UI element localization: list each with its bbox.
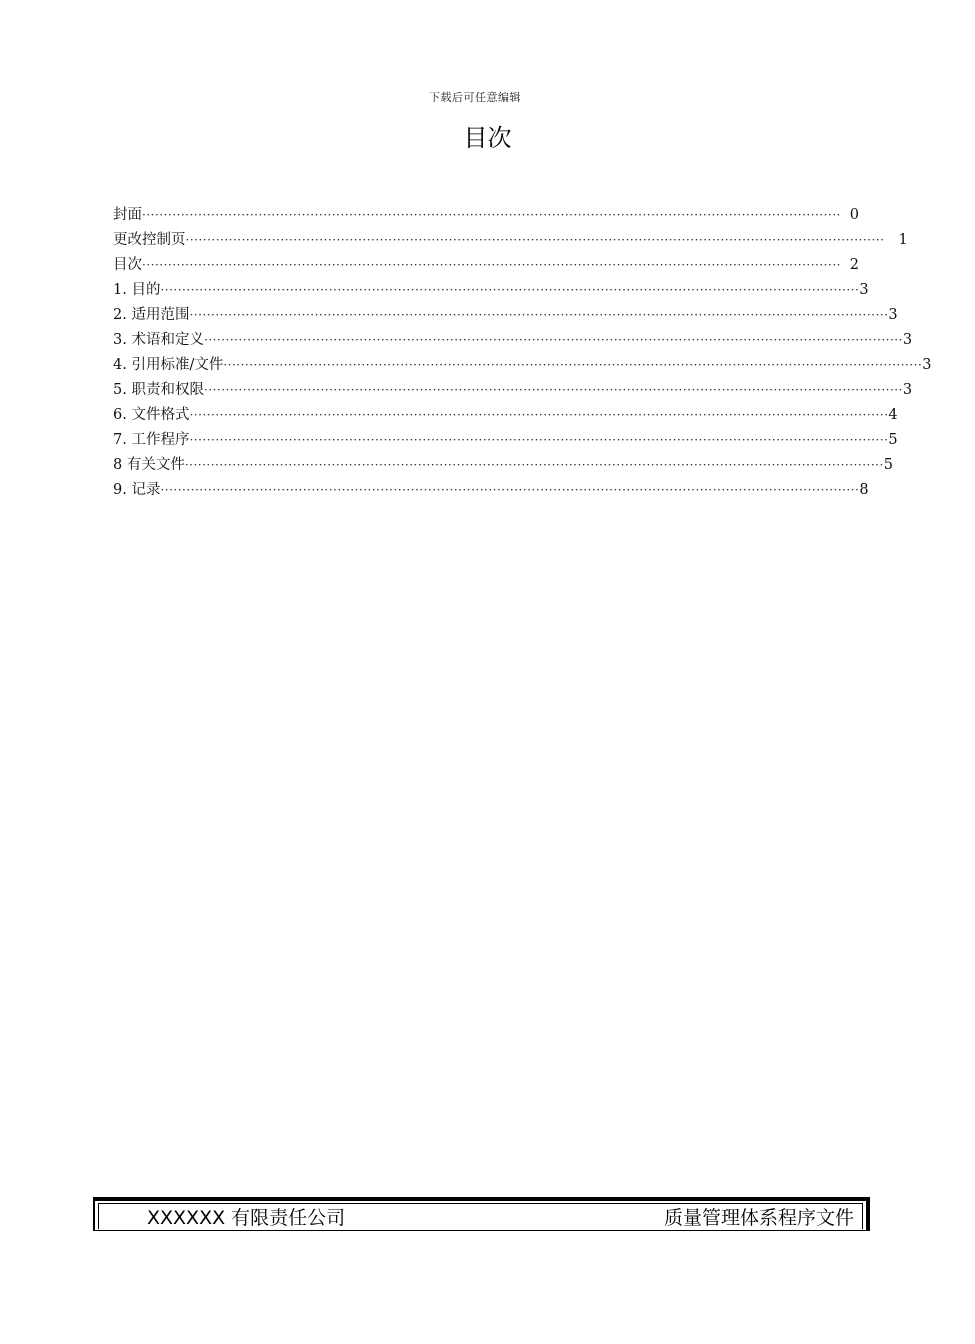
toc-item-page: 3 <box>902 382 913 398</box>
toc-item-purpose[interactable] <box>113 278 869 303</box>
table-of-contents <box>113 203 932 503</box>
toc-item-page: 3 <box>922 357 932 373</box>
toc-item-page: 5 <box>883 457 894 473</box>
toc-item-change-control[interactable] <box>113 228 908 253</box>
toc-leader: ·································································································································································· <box>189 408 889 422</box>
toc-item-page: 0 <box>849 207 859 223</box>
toc-item-label: 封面 <box>113 207 142 223</box>
toc-item-page: 3 <box>888 307 898 323</box>
toc-leader: ·································································································································································· <box>160 483 860 497</box>
toc-leader: ·································································································································································· <box>142 208 841 222</box>
toc-leader: ·································································································································································· <box>203 333 903 347</box>
toc-leader: ·································································································································································· <box>189 433 889 447</box>
toc-item-responsibilities[interactable] <box>113 378 913 403</box>
toc-leader: ·································································································································································· <box>160 283 860 297</box>
toc-item-page: 4 <box>888 407 898 423</box>
toc-item-label: 4. 引用标准/文件 <box>113 357 224 373</box>
toc-item-label: 目次 <box>113 257 142 273</box>
page-title: 目次 <box>463 124 512 152</box>
toc-item-label: 8 有关文件 <box>113 457 185 473</box>
toc-item-page: 2 <box>849 257 859 273</box>
toc-item-label: 更改控制页 <box>113 232 186 248</box>
page-footer <box>93 1197 870 1231</box>
toc-leader: ·································································································································································· <box>203 383 903 397</box>
footer-company-name: XXXXXX 有限责任公司 <box>147 1207 346 1229</box>
toc-item-procedure[interactable] <box>113 428 898 453</box>
toc-item-file-format[interactable] <box>113 403 898 428</box>
header-note: 下载后可任意编辑 <box>429 91 521 104</box>
toc-item-label: 9. 记录 <box>113 482 161 498</box>
toc-item-label: 3. 术语和定义 <box>113 332 204 348</box>
toc-item-page: 5 <box>888 432 898 448</box>
toc-item-label: 5. 职责和权限 <box>113 382 204 398</box>
toc-item-label: 6. 文件格式 <box>113 407 190 423</box>
toc-item-related-files[interactable] <box>113 453 894 478</box>
toc-item-label: 7. 工作程序 <box>113 432 190 448</box>
toc-item-page: 1 <box>898 232 908 248</box>
toc-leader: ·································································································································································· <box>142 258 841 272</box>
toc-leader: ·································································································································································· <box>185 233 885 247</box>
toc-item-references[interactable] <box>113 353 932 378</box>
toc-leader: ·································································································································································· <box>189 308 889 322</box>
toc-item-contents[interactable] <box>113 253 859 278</box>
toc-item-label: 1. 目的 <box>113 282 161 298</box>
toc-item-scope[interactable] <box>113 303 898 328</box>
toc-leader: ·································································································································································· <box>223 358 923 372</box>
footer-frame <box>98 1203 863 1229</box>
footer-document-type: 质量管理体系程序文件 <box>663 1207 854 1229</box>
toc-leader: ·································································································································································· <box>184 458 884 472</box>
toc-item-page: 8 <box>859 482 869 498</box>
toc-item-page: 3 <box>902 332 913 348</box>
toc-item-page: 3 <box>859 282 869 298</box>
toc-item-terms[interactable] <box>113 328 913 353</box>
toc-item-records[interactable] <box>113 478 869 503</box>
toc-item-cover[interactable] <box>113 203 859 228</box>
toc-item-label: 2. 适用范围 <box>113 307 190 323</box>
